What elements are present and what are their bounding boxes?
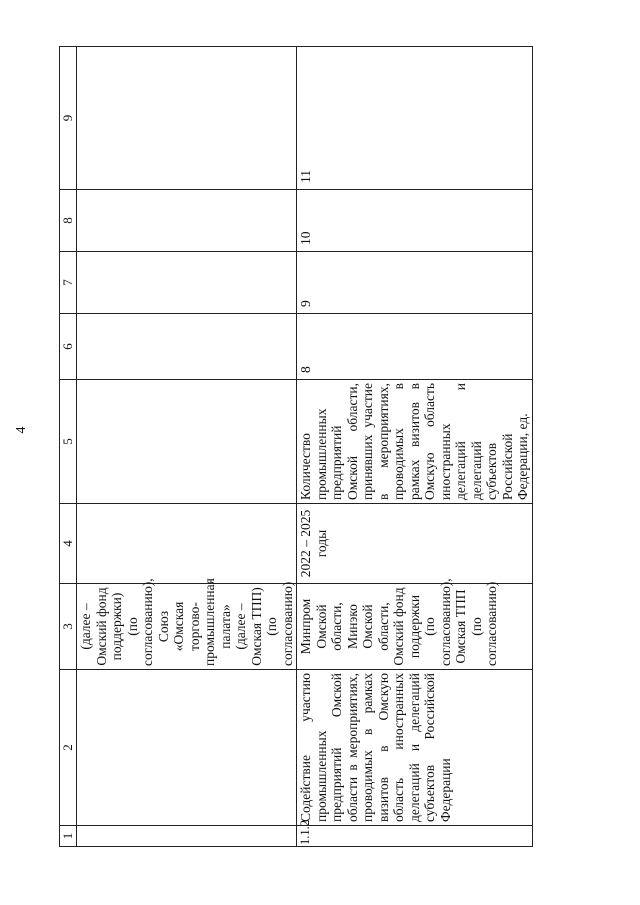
header-col-4: 4 — [60, 504, 77, 584]
header-col-3: 3 — [60, 584, 77, 670]
cont-cell-6 — [77, 314, 297, 380]
continuation-row — [77, 47, 297, 847]
value-col-7: 9 — [297, 252, 533, 314]
page-number: 4 — [14, 426, 29, 434]
header-col-6: 6 — [60, 314, 77, 380]
header-col-1: 1 — [60, 826, 77, 847]
cont-cell-8 — [77, 190, 297, 252]
cont-cell-executors: (далее – Омский фонд поддержки) (по согласованию), Союз «Омская торгово-промышленная палата» (далее – Омская ТПП) (по согласованию) — [77, 584, 297, 670]
value-col-6: 8 — [297, 314, 533, 380]
header-col-2: 2 — [60, 670, 77, 826]
header-col-8: 8 — [60, 190, 77, 252]
rotated-table-container — [59, 47, 615, 847]
row-number: 1.1.2 — [297, 826, 533, 847]
header-col-7: 7 — [60, 252, 77, 314]
cont-cell-5 — [77, 380, 297, 504]
value-col-9: 11 — [297, 47, 533, 190]
table-row — [297, 47, 533, 847]
activity-name: Содействие участию промышленных предприятий Омской области в мероприятиях, проводимых в рамках визитов в Омскую область иностранных делегаций и делегаций субъектов Российской Федерации — [297, 670, 533, 826]
responsible-executors: Минпром Омской области, Минэко Омской области, Омский фонд поддержки (по согласованию), Омская ТПП (по согласованию) — [297, 584, 533, 670]
cont-cell-1 — [77, 826, 297, 847]
header-col-9: 9 — [60, 47, 77, 190]
value-col-8: 10 — [297, 190, 533, 252]
header-col-5: 5 — [60, 380, 77, 504]
indicator-name: Количество промышленных предприятий Омской области, принявших участие в мероприятиях, проводимых в рамках визитов в Омскую область иностранных делегаций и делегаций субъектов Российской Федерации, ед. — [297, 380, 533, 504]
cont-cell-2 — [77, 670, 297, 826]
rotated-table-frame — [59, 47, 615, 847]
header-row — [60, 47, 77, 847]
implementation-period: 2022 – 2025 годы — [297, 504, 533, 584]
cont-cell-7 — [77, 252, 297, 314]
program-table — [59, 46, 533, 847]
cont-cell-9 — [77, 47, 297, 190]
cont-cell-4 — [77, 504, 297, 584]
